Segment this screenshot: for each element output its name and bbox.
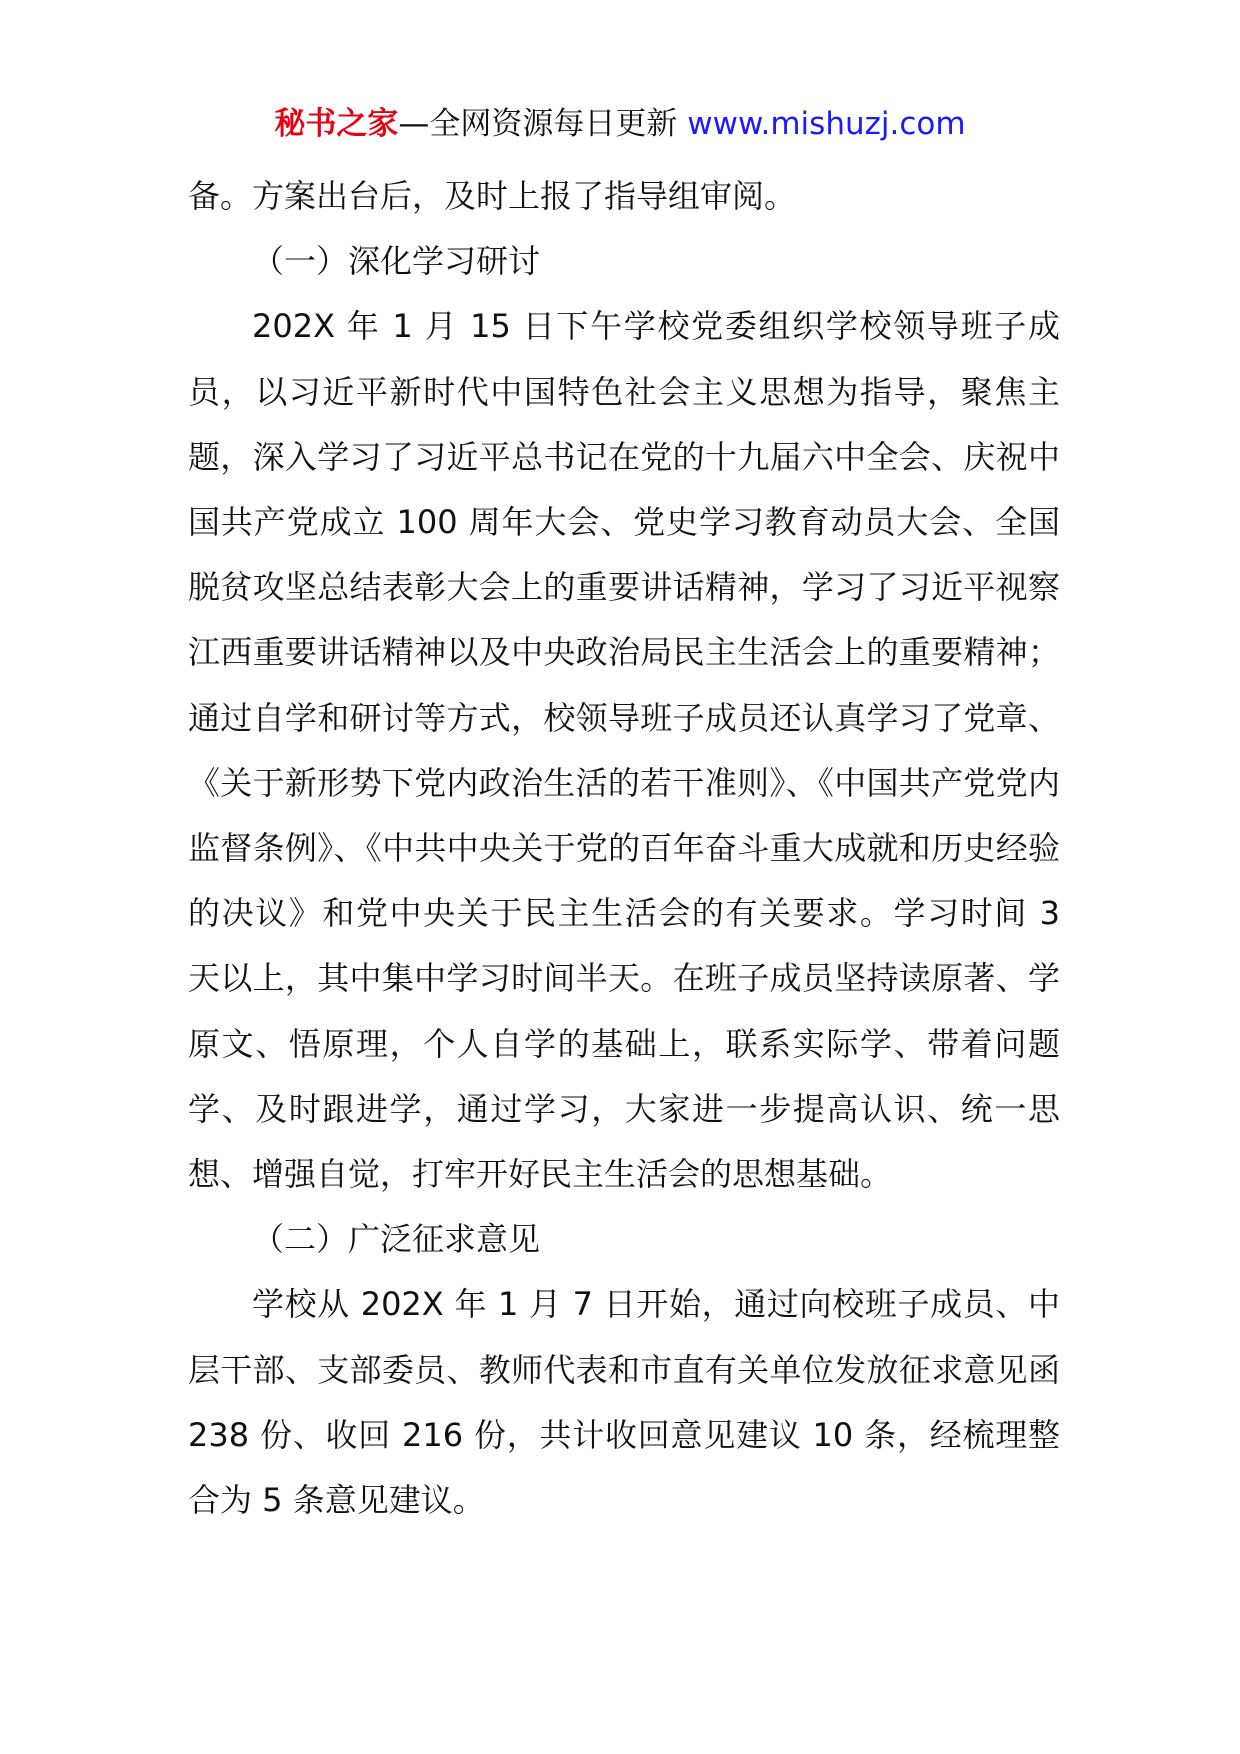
document-body [188,164,1060,1533]
body-paragraph-opinions: 学校从 202X 年 1 月 7 日开始，通过向校班子成员、中层干部、支部委员、教师代表和市直有关单位发放征求意见函 238 份、收回 216 份，共计收回意见建议 10 条，经梳理整合为 5 条意见建议。 [188,1285,1060,1520]
brand-name: 秘书之家 [274,106,399,142]
header-tagline: —全网资源每日更新 [398,106,688,142]
site-header [0,104,1240,144]
section-heading-2: （二）广泛征求意见 [252,1220,541,1259]
body-paragraph-study: 202X 年 1 月 15 日下午学校党委组织学校领导班子成员，以习近平新时代中国特色社会主义思想为指导，聚焦主题，深入学习了习近平总书记在党的十九届六中全会、庆祝中国共产党成立 100 周年大会、党史学习教育动员大会、全国脱贫攻坚总结表彰大会上的重要讲话精神，学习了习近平视察江西重要讲话精神以及中央政治局民主生活会上的重要精神；通过自学和研讨等方式，校领导班子成员还认真学习了党章、《关于新形势下党内政治生活的若干准则》、《中国共产党党内监督条例》、《中共中央关于党的百年奋斗重大成就和历史经验的决议》和党中央关于民主生活会的有关要求。学习时间 3 天以上，其中集中学习时间半天。在班子成员坚持读原著、学原文、悟原理，个人自学的基础上，联系实际学、带着问题学、及时跟进学，通过学习，大家进一步提高认识、统一思想、增强自觉，打牢开好民主生活会的思想基础。 [188,307,1060,1194]
section-heading-1: （一）深化学习研讨 [252,242,541,281]
continuation-paragraph: 备。方案出台后，及时上报了指导组审阅。 [188,177,797,215]
site-url-link[interactable]: www.mishuzj.com [687,106,966,142]
